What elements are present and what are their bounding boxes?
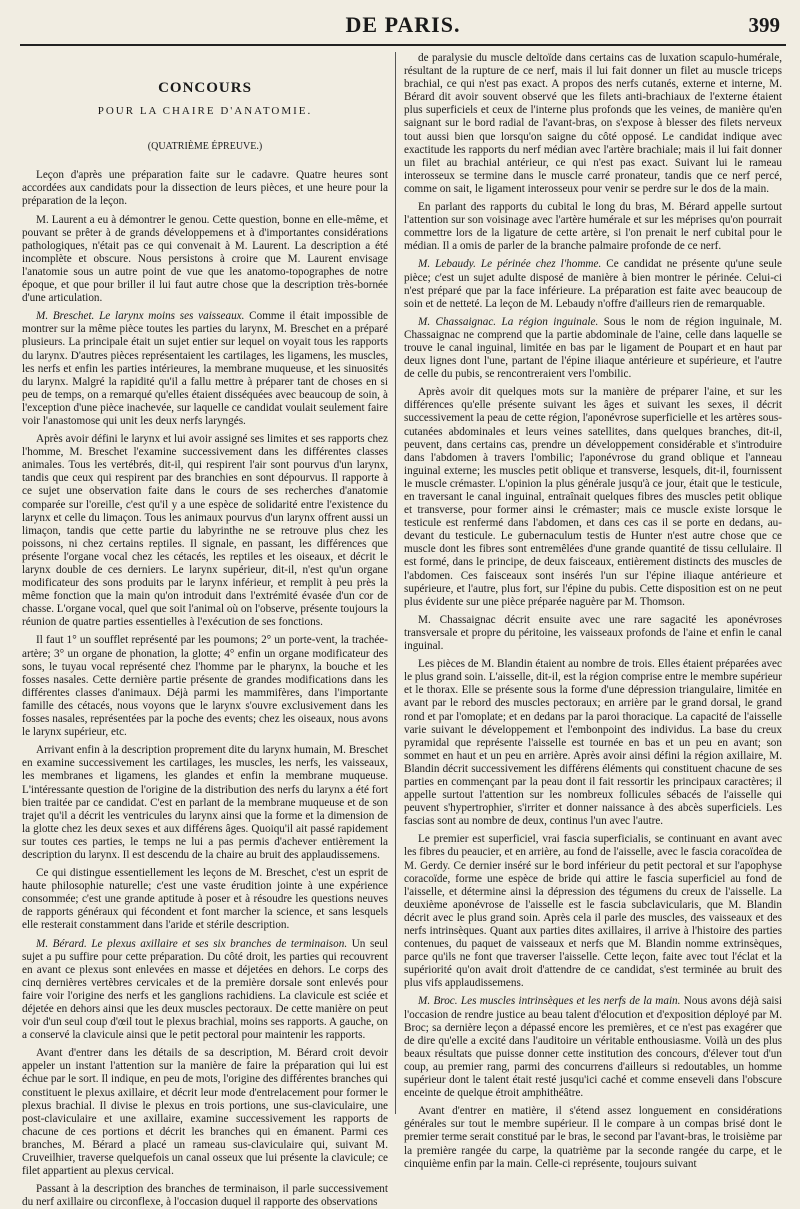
paragraph-text: Avant d'entrer dans les détails de sa description, M. Bérard croit devoir appeler un instant l'attention sur la manière de faire la préparation qui lui est échue par le sort. Il indique, en peu de mots, l'origine des différentes branches qui constituent le plexus axillaire, et décrit leur mode d'entrelacement pour former le plexus brachial. Il divise le plexus en trois portions, une sus-claviculaire, une post-claviculaire et une axillaire, examine successivement les rapports de chacune de ces portions et décrit les branches qui en émanent. Parmi ces branches, M. Bérard a placé un rameau sus-claviculaire qui, suivant M. Cruveilhier, traverse quelquefois un canal osseux que lui présente la clavicule; ce filet appartient au plexus cervical. bbox=[22, 1047, 388, 1178]
running-header bbox=[20, 10, 786, 46]
paragraph-text: Ce qui distingue essentiellement les leçons de M. Breschet, c'est un esprit de haute philosophie naturelle; c'est une vaste érudition jointe à une expérience consommée; c'est une grande aptitude à poser et à résoudre les questions neuves de rapports généraux qui fécondent et font marcher la science, et sans lesquels elle resterait constamment dans l'aride et stérile description. bbox=[22, 867, 388, 932]
paragraph bbox=[404, 833, 782, 990]
paragraph-text: M. Laurent a eu à démontrer le genou. Cette question, bonne en elle-même, et pouvant se prêter à de grands développemens et à d'importantes considérations pathologiques, n'était pas ce qui convenait à M. Laurent. La description a été incomplète et obscure. Nous persistons à croire que M. Laurent envisage l'anatomie sous un autre point de vue que les anatomo-topographes de notre époque, et que pour briller il lui faut autre chose que la description très-bornée d'une articulation. bbox=[22, 213, 388, 305]
paragraph bbox=[404, 1105, 782, 1170]
left-paragraphs bbox=[22, 169, 388, 1209]
paragraph-lead: M. Broc. Les muscles intrinsèques et les nerfs de la main. bbox=[418, 995, 681, 1008]
paragraph bbox=[22, 310, 388, 428]
paragraph bbox=[22, 1047, 388, 1178]
paragraph-lead: M. Bérard. Le plexus axillaire et ses six branches de terminaison. bbox=[36, 937, 348, 950]
paragraph bbox=[404, 386, 782, 609]
paragraph-text: En parlant des rapports du cubital le long du bras, M. Bérard appelle surtout l'attention sur son voisinage avec l'artère humérale et sur les méprises qu'on pourrait commettre lors de la ligature de cette artère, si l'on prenait le nerf cubital pour le médian. Il a omis de parler de la branche palmaire profonde de ce nerf. bbox=[404, 201, 782, 253]
paragraph-text: Après avoir dit quelques mots sur la manière de préparer l'aine, et sur les différences qu'elle présente suivant les âges et suivant les sexes, il décrit successivement la peau de cette région, l'aponévrose superficielle et les artères sous-cutanées abdominales et leurs veines satellites, dans quelques branches, dit-il, peuvent, dans certains cas, prendre un développement considérable et s'introduire dans l'abdomen à travers l'ombilic; l'aponévrose du grand oblique et l'anneau inguinal externe; les muscles petit oblique et transverse, lesquels, dit-il, fournissent le muscle crémaster. L'opinion la plus générale jusqu'à ce jour, était que le testicule, en traversant le canal inguinal, entraînait quelques fibres des muscles petit oblique et transverse, pour former ainsi le crémaster; mais ce muscle existe lorsque le testicule est renfermé dans l'abdomen, et dans ces cas il se porte en dedans, au-devant du testicule. Le gubernaculum testis de Hunter n'est autre chose que ce muscle dont les fibres sont entremêlées d'une grande quantité de tissu cellulaire. Il est formé, dans le principe, de deux faisceaux, entièrement distincts des muscles de l'abdomen. Ces faisceaux sont insérés l'un sur l'épine iliaque antérieure et supérieure, et l'autre, plus fort, sur l'épine du pubis. Cette disposition est on ne peut plus évidente sur une pièce préparée naguère par M. Thomson. bbox=[404, 386, 782, 608]
paragraph-text: Nous avons déjà saisi l'occasion de rendre justice au beau talent d'élocution et d'exposition déployé par M. Broc; sa dernière leçon a dépassé encore les premières, et ce n'est pas exagérer que de dire qu'elle a excité dans l'auditoire un véritable enthousiasme. Voilà un des plus beaux résultats que puisse donner cette institution des concours, d'élever tout d'un coup, au premier rang, parmi des concurrens d'ailleurs si redoutables, un homme supérieur dont le talent était resté jusqu'ici caché et comme enseveli dans l'obscure enceinte de quelque étroit amphithéâtre. bbox=[404, 995, 782, 1100]
paragraph-text: Les pièces de M. Blandin étaient au nombre de trois. Elles étaient préparées avec le plus grand soin. L'aisselle, dit-il, est la région comprise entre le membre supérieur et le thorax. Elle se présente sous la forme d'une dépression triangulaire, limitée en avant par le rebord des muscles pectoraux; en arrière par le grand dorsal, le grand rond et par l'omoplate; et en dedans par la paroi thoracique. La capacité de l'aisselle varie suivant le développement et l'embonpoint des individus. La base du creux pyramidal que représente l'aisselle est tournée en bas et un peu en avant; son sommet en haut et un peu en arrière. Après avoir ainsi défini la région axillaire, M. Blandin décrit successivement les différens éléments qui constituent chacune de ses parties en commençant par la peau dont il fait ressortir les principaux caractères; il appelle surtout l'attention sur les nombreux follicules sébacés de l'aisselle qui peuvent s'hypertrophier, s'irriter et donner naissance à des abcès superficiels. Les fascias sont au nombre de deux, continus l'un avec l'autre. bbox=[404, 658, 782, 828]
paragraph-text: Avant d'entrer en matière, il s'étend assez longuement en considérations générales sur tout le membre supérieur. Il le compare à un compas brisé dont le premier terme serait constitué par le bras, le second par l'avant-bras, le troisième par la première rangée du carpe, la quatrième par la seconde rangée du carpe, et le cinquième enfin par la main. Celle-ci représente, toujours suivant bbox=[404, 1105, 782, 1170]
paragraph bbox=[22, 867, 388, 932]
paragraph-text: M. Chassaignac décrit ensuite avec une rare sagacité les aponévroses transversale et propre du péritoine, les vaisseaux profonds de l'aine et enfin le canal inguinal. bbox=[404, 613, 782, 653]
column-rule bbox=[395, 52, 396, 1114]
paragraph bbox=[22, 938, 388, 1043]
paragraph bbox=[404, 52, 782, 196]
paragraph bbox=[22, 744, 388, 862]
running-title: DE PARIS. bbox=[345, 12, 461, 37]
paragraph-lead: M. Breschet. Le larynx moins ses vaisseaux. bbox=[36, 310, 245, 323]
paragraph-text: de paralysie du muscle deltoïde dans certains cas de luxation scapulo-humérale, résultant de la rupture de ce nerf, mais il lui fait donner un filet au muscle triceps brachial, ce qui n'est pas exact. A propos des nerfs cutanés, externe et interne, M. Bérard dit avoir souvent observé que les filets anti-brachiaux de l'externe étaient plus superficiels et ceux de l'interne plus profonds que les veines, de manière qu'en saignant sur le bord radial de l'avant-bras, on s'expose à blesser des filets nerveux tout aussi bien que lorsqu'on saigne du côté opposé. Le candidat indique avec exactitude les rapports du nerf médian avec l'artère brachiale; mais il lui fait donner un filet au brachial antérieur, ce qui n'est pas exact. Suivant lui le rameau interosseux se termine dans le muscle carré pronateur, tandis que ce nerf percé, comme on sait, le ligament interosseux pour venir se perdre sur le dos de la main. bbox=[404, 52, 782, 195]
paragraph-text: Après avoir défini le larynx et lui avoir assigné ses limites et ses rapports chez l'homme, M. Breschet l'examine successivement dans les différentes classes animales. Tous les vertébrés, dit-il, qui respirent l'air sont pourvus d'un larynx, tandis que ceux qui respirent par des branchies en sont dépourvus. Il rapporte à ce sujet une observation faite dans le cours de ses recherches d'anatomie comparée sur l'oreille, c'est qu'il y a une espèce de solidarité entre l'existence du larynx et celle du limaçon. Tous les animaux pourvus d'un larynx offrent aussi un limaçon, tandis que cette partie du labyrinthe ne se retrouve plus chez les poissons, ni chez certains reptiles. Il signale, en passant, les différences que présente l'organe vocal chez les cétacés, les reptiles et les oiseaux, et décrit le larynx double de ces derniers. Le larynx supérieur, dit-il, n'est qu'un organe modificateur des sons produits par le larynx inférieur, et remplit à peu près la même fonction que la main qu'on introduit dans l'extrémité évasée d'un cor de chasse. L'organe vocal, quel que soit l'animal où on l'observe, présente toujours la réunion de quatre parties essentielles à l'exécution de ses fonctions. bbox=[22, 433, 388, 629]
paragraph bbox=[404, 201, 782, 253]
paragraph-text: Arrivant enfin à la description proprement dite du larynx humain, M. Breschet en examine successivement les cartilages, les muscles, les nerfs, les vaisseaux, les membranes et ligamens, les glandes et enfin la membrane muqueuse. L'intéressante question de l'origine de la distribution des nerfs du larynx a été fort bien traitée par ce candidat. C'est en parlant de la membrane muqueuse et de son trajet qu'il a décrit les ventricules du larynx ainsi que la forme et la dimension de la glotte chez les deux sexes et aux différens âges. Quoiqu'il ait passé rapidement sur toutes ces parties, le temps ne lui a pas permis d'achever entièrement la description du larynx. Il est descendu de la chaire au bruit des applaudissemens. bbox=[22, 744, 388, 861]
paragraph-text: Leçon d'après une préparation faite sur le cadavre. Quatre heures sont accordées aux candidats pour la dissection de leurs pièces, et une heure pour la préparation de la leçon. bbox=[22, 169, 388, 208]
paragraph-lead: M. Lebaudy. Le périnée chez l'homme. bbox=[418, 258, 602, 271]
paragraph-lead: M. Chassaignac. La région inguinale. bbox=[418, 315, 599, 328]
paragraph bbox=[404, 614, 782, 653]
paragraph bbox=[22, 169, 388, 208]
paragraph bbox=[22, 1183, 388, 1209]
right-column bbox=[404, 52, 783, 1170]
left-column bbox=[22, 52, 388, 1209]
paragraph-text: Ce candidat ne présente qu'une seule pièce; c'est un sujet adulte disposé de manière à bien montrer le périnée. Celui-ci n'est préparé que par la face inférieure. La préparation est faite avec beaucoup de soin et de netteté. La leçon de M. Lebaudy n'offre d'ailleurs rien de remarquable. bbox=[404, 258, 783, 310]
paragraph-text: Il faut 1° un soufflet représenté par les poumons; 2° un porte-vent, la trachée-artère; 3° un organe de phonation, la glotte; 4° enfin un organe modificateur des sons, le tuyau vocal représenté chez l'homme par le pharynx, la bouche et les fosses nasales. Cette dernière partie présente de grandes modifications dans les différentes classes d'animaux. Déjà parmi les mammifères, dans l'importante famille des cétacés, nous voyons que le larynx s'ouvre exclusivement dans les fosses nasales, représentées par la poche des events; chez les oiseaux, nous avons le larynx supérieur, etc. bbox=[22, 634, 388, 739]
paragraph-text: Passant à la description des branches de terminaison, il parle successivement du nerf axillaire ou circonflexe, à l'occasion duquel il rapporte des observations bbox=[22, 1183, 388, 1209]
section-title: CONCOURS bbox=[158, 80, 252, 96]
paragraph bbox=[404, 658, 782, 828]
paragraph-text: Comme il était impossible de montrer sur la même pièce toutes les parties du larynx, M. Breschet en a préparé plusieurs. La principale était un sujet entier sur lequel on voyait tous les rapports du larynx. D'autres pièces représentaient les cartilages, les ligamens, les muscles, les nerfs et enfin les parties intérieures, la membrane muqueuse, et les sinuosités du larynx. Malgré la rapidité qu'il a fallu mettre à préparer tant de choses en si peu de temps, on a remarqué qu'elles étaient disséquées avec beaucoup de soin, à l'exception d'une pièce inachevée, sur laquelle ce candidat voulait seulement faire voir l'anastomose qui unit les deux nerfs laryngés. bbox=[22, 310, 388, 427]
section-subsubtitle: (QUATRIÈME ÉPREUVE.) bbox=[147, 141, 263, 153]
page-number: 399 bbox=[748, 13, 780, 37]
paragraph bbox=[404, 316, 782, 381]
paragraph-text: Sous le nom de région inguinale, M. Chassaignac ne comprend que la partie abdominale de l'aine, celle dans laquelle se trouve le canal inguinal, limitée en bas par le ligament de Poupart et en haut par deux lignes dont l'une, partant de l'épine iliaque antérieure et supérieure, et l'autre de celle du pubis, se rencontreraient vers l'ombilic. bbox=[404, 315, 782, 381]
paragraph bbox=[404, 995, 782, 1100]
paragraph bbox=[22, 634, 388, 739]
section-subtitle: POUR LA CHAIRE D'ANATOMIE. bbox=[97, 105, 313, 118]
paragraph bbox=[22, 214, 388, 306]
paragraph bbox=[404, 258, 782, 310]
paragraph-text: Le premier est superficiel, vrai fascia superficialis, se continuant en avant avec les fibres du peaucier, et en arrière, au fond de l'aisselle, avec le fascia coracoïdea de M. Gerdy. Ce dernier inséré sur le bord inférieur du petit pectoral et sur l'apophyse coracoïde, forme une espèce de bride qui attire le fascia superficiel au fond de l'aisselle, et détermine ainsi la dépression des tégumens du creux de l'aisselle. La deuxième aponévrose de l'aisselle est le fascia subclavicularis, que M. Blandin décrit avec le plus grand soin. Après cela il parle des muscles, des vaisseaux et des nerfs intrinsèques. Quant aux parties dites axillaires, il arrive à l'histoire des parties contenues, du paquet de vaisseaux et nerfs que M. Blandin nomme extrinsèques, parce qu'ils ne font que traverser l'aisselle. Cette leçon, faite avec tout l'éclat et la supériorité qu'on avait droit d'attendre de ce candidat, s'est terminée au bruit des plus vifs applaudissemens. bbox=[404, 833, 783, 990]
paragraph-text: Un seul sujet a pu suffire pour cette préparation. Du côté droit, les parties qui recouvrent en avant ce plexus sont enlevées en masse et déjetées en dehors. Le corps des cinq dernières vertèbres cervicales et de la première dorsale sont enlevés pour faire voir l'origine des nerfs et les ganglions rachidiens. La clavicule est sciée et déjetée en dehors ainsi que les deux muscles pectoraux. De cette manière on peut voir d'un seul coup d'œil tout le plexus brachial, moins ses rapports. A gauche, on a conservé la clavicule ainsi que le petit pectoral pour maintenir les rapports. bbox=[22, 937, 388, 1042]
right-paragraphs bbox=[404, 52, 782, 1171]
paragraph bbox=[22, 433, 388, 629]
